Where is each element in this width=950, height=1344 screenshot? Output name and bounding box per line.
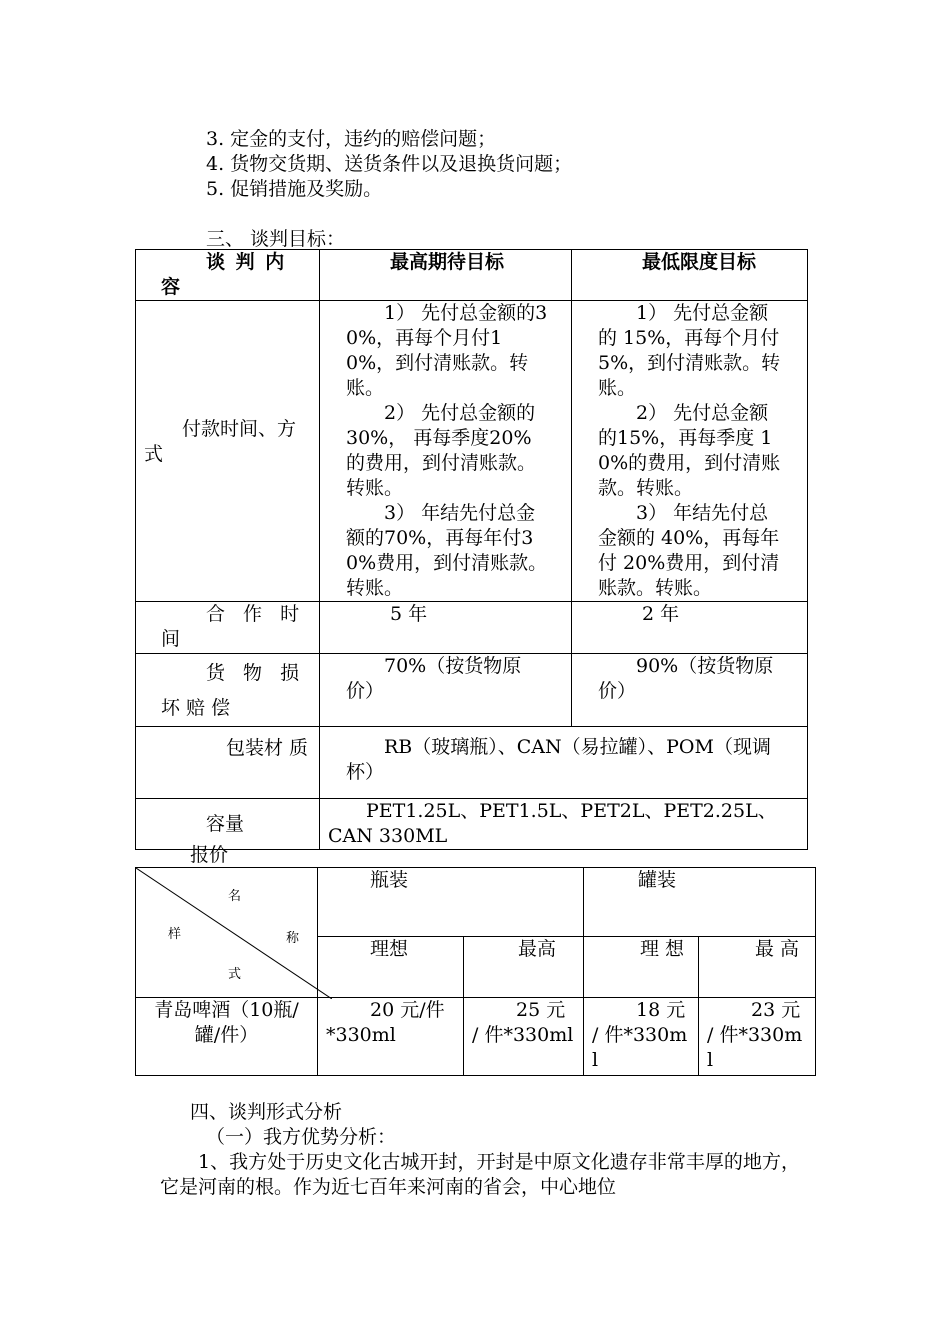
header-topic: 谈 判 内 容 (136, 250, 320, 301)
packaging-label-cell: 包装材 质 (136, 727, 320, 799)
diag-style-bottom: 式 (228, 967, 242, 982)
damage-low-cell: 90%（按货物原价） (572, 654, 808, 727)
goals-table (135, 249, 808, 850)
damage-label-cell: 货 物 损 坏赔偿 (136, 654, 320, 727)
diagonal-header-cell (136, 868, 318, 998)
quote-table (135, 867, 816, 1076)
price-can-ideal: 18 元 / 件*330ml (584, 998, 699, 1076)
coop-high-cell: 5 年 (320, 602, 572, 654)
section-heading-analysis: 四、谈判形式分析 (190, 1101, 343, 1123)
paragraph-advantages: 1、我方处于历史文化古城开封，开封是中原文化遗存非常丰厚的地方，它是河南的根。作为近七百年来河南的省会，中心地位 (160, 1151, 800, 1198)
damage-high-cell: 70%（按货物原价） (320, 654, 572, 727)
packaging-value-cell: RB（玻璃瓶）、CAN（易拉罐）、POM（现调杯） (320, 727, 808, 799)
section-heading-goals: 三、 谈判目标： (206, 228, 346, 250)
payment-high-cell: 1） 先付总金额的30%，再每个月付10%，到付清账款。转账。 2） 先付总金额的 30%， 再每季度20%的费用，到付清账款。转账。 3） 年结先付总金额的70%，再每年付30%费用，到付清账款。转账。 (320, 301, 572, 602)
can-header-cell: 罐装 (584, 868, 816, 937)
quote-heading: 报价 (190, 844, 229, 866)
header-high: 最高期待目标 (320, 250, 572, 301)
capacity-value-cell: PET1.25L、PET1.5L、PET2L、PET2.25L、CAN 330ML (320, 799, 808, 850)
payment-label-cell: 付款时间、方式 (136, 301, 320, 602)
bottle-header-cell: 瓶装 (318, 868, 584, 937)
list-item-5: 5. 促销措施及奖励。 (206, 178, 383, 200)
diag-style-left: 样 (168, 927, 182, 942)
bottle-ideal-cell: 理想 (318, 937, 464, 998)
price-can-highest: 23 元 / 件*330ml (699, 998, 816, 1076)
list-item-3: 3. 定金的支付，违约的赔偿问题； (206, 128, 497, 150)
price-bottle-highest: 25 元 / 件*330ml (464, 998, 584, 1076)
can-ideal-cell: 理 想 (584, 937, 699, 998)
price-bottle-ideal: 20 元/件*330ml (318, 998, 464, 1076)
header-low: 最低限度目标 (572, 250, 808, 301)
product-cell: 青岛啤酒（10瓶/罐/件） (136, 998, 318, 1076)
capacity-label-cell: 容量 (136, 799, 320, 850)
coop-low-cell: 2 年 (572, 602, 808, 654)
bottle-highest-cell: 最高 (464, 937, 584, 998)
diag-name-right: 称 (286, 931, 300, 946)
can-highest-cell: 最 高 (699, 937, 816, 998)
coop-label-cell: 合 作 时 间 (136, 602, 320, 654)
diag-name-top: 名 (228, 889, 242, 904)
payment-low-cell: 1） 先付总金额的 15%，再每个月付 5%，到付清账款。转账。 2） 先付总金额的15%，再每季度 10%的费用，到付清账款。转账。 3） 年结先付总金额的 40%，再每年付 20%费用，到付清账款。转账。 (572, 301, 808, 602)
subheading-advantages: （一）我方优势分析： (206, 1126, 397, 1148)
list-item-4: 4. 货物交货期、送货条件以及退换货问题； (206, 153, 573, 175)
